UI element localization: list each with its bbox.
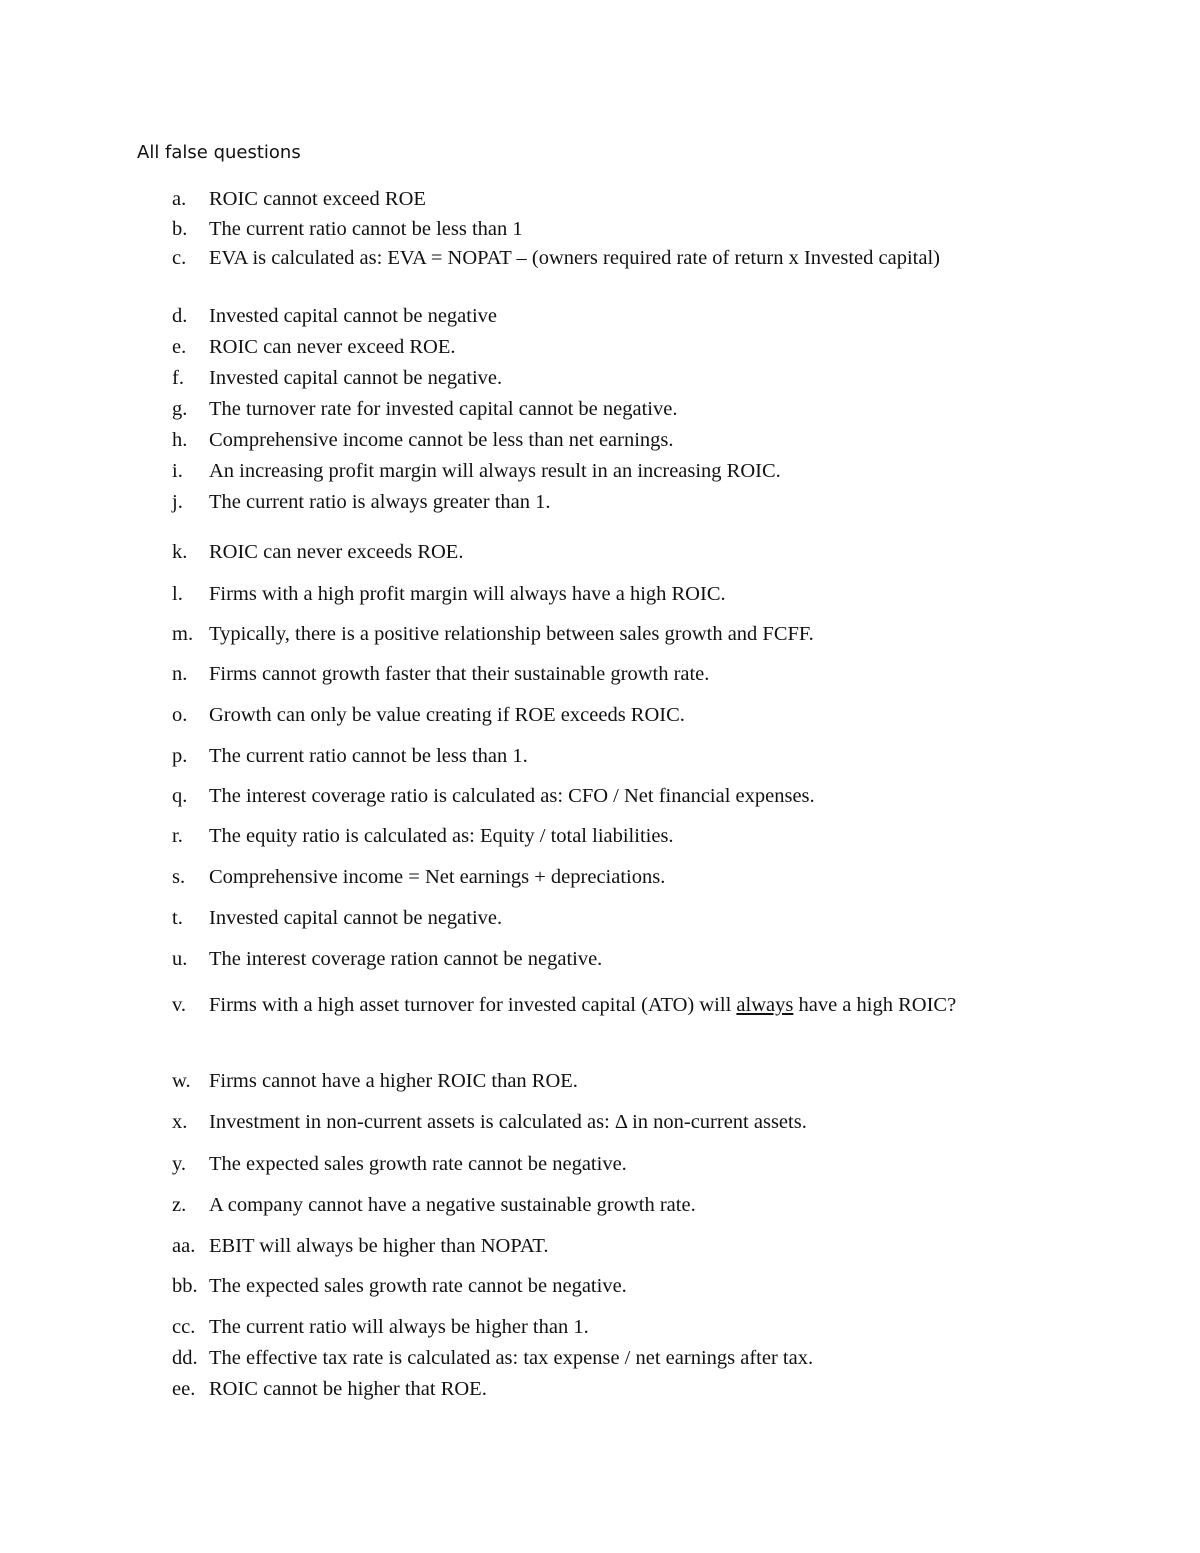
item-letter: z. <box>172 1194 187 1216</box>
item-letter: f. <box>172 367 184 389</box>
item-text: Comprehensive income = Net earnings + depreciations. <box>209 866 666 888</box>
item-text: The turnover rate for invested capital cannot be negative. <box>209 398 678 420</box>
item-text: Comprehensive income cannot be less than net earnings. <box>209 429 674 451</box>
item-letter: h. <box>172 429 188 451</box>
item-text: EBIT will always be higher than NOPAT. <box>209 1235 549 1257</box>
item-text: An increasing profit margin will always result in an increasing ROIC. <box>209 460 781 482</box>
item-text <box>209 985 1009 1025</box>
item-letter: g. <box>172 398 188 420</box>
item-text: Firms cannot have a higher ROIC than ROE. <box>209 1070 578 1092</box>
item-text: ROIC cannot exceed ROE <box>209 188 426 210</box>
item-letter: m. <box>172 623 194 645</box>
item-text: Firms cannot growth faster that their sustainable growth rate. <box>209 663 710 685</box>
item-text: Typically, there is a positive relationship between sales growth and FCFF. <box>209 623 814 645</box>
item-text: Growth can only be value creating if ROE exceeds ROIC. <box>209 704 685 726</box>
item-text: ROIC can never exceeds ROE. <box>209 541 464 563</box>
item-text: The current ratio cannot be less than 1 <box>209 218 523 240</box>
item-letter: b. <box>172 218 188 240</box>
item-letter: j. <box>172 491 183 513</box>
item-letter: a. <box>172 188 187 210</box>
item-letter: u. <box>172 948 188 970</box>
item-letter: k. <box>172 541 188 563</box>
item-text: EVA is calculated as: EVA = NOPAT – (owners required rate of return x Invested capital) <box>209 247 940 269</box>
document-title: All false questions <box>137 142 301 163</box>
item-text: The expected sales growth rate cannot be negative. <box>209 1153 627 1175</box>
item-text: ROIC cannot be higher that ROE. <box>209 1378 487 1400</box>
item-text-start: Firms with a high asset turnover for invested capital (ATO) will <box>209 994 737 1016</box>
item-letter: o. <box>172 704 188 726</box>
item-letter: dd. <box>172 1347 198 1369</box>
item-text: Firms with a high profit margin will always have a high ROIC. <box>209 583 726 605</box>
item-letter: cc. <box>172 1316 196 1338</box>
underlined-word: always <box>736 994 794 1016</box>
item-letter: d. <box>172 305 188 327</box>
item-letter: y. <box>172 1153 187 1175</box>
item-letter: i. <box>172 460 183 482</box>
item-text: Invested capital cannot be negative. <box>209 907 503 929</box>
item-text: The current ratio cannot be less than 1. <box>209 745 528 767</box>
item-letter: bb. <box>172 1275 198 1297</box>
item-letter: r. <box>172 825 183 847</box>
item-text: Investment in non-current assets is calculated as: Δ in non-current assets. <box>209 1111 807 1133</box>
item-letter: ee. <box>172 1378 196 1400</box>
item-text-end: have a high ROIC? <box>793 994 957 1016</box>
item-letter: aa. <box>172 1235 196 1257</box>
item-text: A company cannot have a negative sustainable growth rate. <box>209 1194 696 1216</box>
item-letter: t. <box>172 907 183 929</box>
item-text: The interest coverage ratio is calculated as: CFO / Net financial expenses. <box>209 785 815 807</box>
item-text: The interest coverage ration cannot be negative. <box>209 948 603 970</box>
item-letter: p. <box>172 745 188 767</box>
item-text: The expected sales growth rate cannot be negative. <box>209 1275 627 1297</box>
item-letter: e. <box>172 336 187 358</box>
item-letter: w. <box>172 1070 191 1092</box>
item-letter: v. <box>172 994 187 1016</box>
item-text: Invested capital cannot be negative <box>209 305 498 327</box>
item-letter: n. <box>172 663 188 685</box>
item-letter: c. <box>172 247 187 269</box>
item-letter: l. <box>172 583 183 605</box>
item-text: The current ratio will always be higher than 1. <box>209 1316 589 1338</box>
item-letter: x. <box>172 1111 188 1133</box>
item-text: The equity ratio is calculated as: Equity / total liabilities. <box>209 825 674 847</box>
item-letter: s. <box>172 866 186 888</box>
item-text: ROIC can never exceed ROE. <box>209 336 456 358</box>
item-letter: q. <box>172 785 188 807</box>
item-text: Invested capital cannot be negative. <box>209 367 503 389</box>
item-text: The effective tax rate is calculated as: tax expense / net earnings after tax. <box>209 1347 814 1369</box>
item-text: The current ratio is always greater than 1. <box>209 491 551 513</box>
